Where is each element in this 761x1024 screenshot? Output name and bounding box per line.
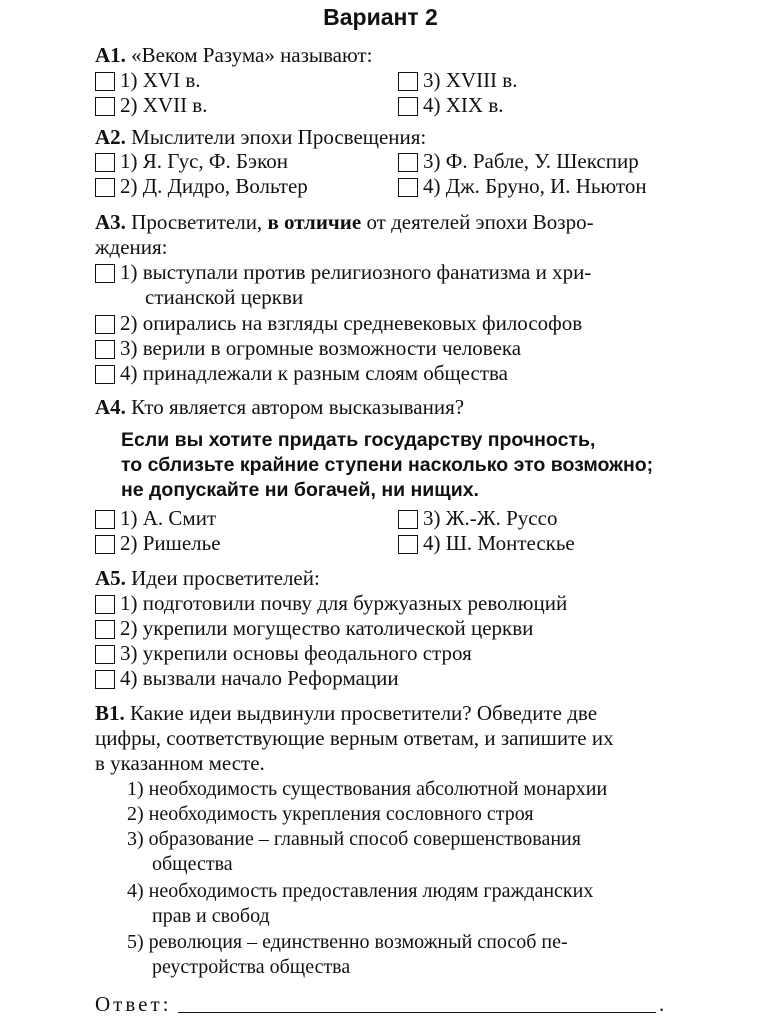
question-a4-number: А4.: [95, 395, 126, 419]
b1-item-5-cont: реустройства общества: [152, 956, 351, 978]
option-a4-2: 2) Ришелье: [120, 531, 221, 555]
question-b1-text-line3: в указанном месте.: [95, 751, 265, 775]
quote-line-3: не допускайте ни богачей, ни нищих.: [121, 479, 479, 501]
option-a2-2: 2) Д. Дидро, Вольтер: [120, 174, 308, 198]
checkbox-a4-3[interactable]: [398, 510, 418, 529]
checkbox-a4-4[interactable]: [398, 535, 418, 554]
option-a5-4: 4) вызвали начало Реформации: [120, 666, 399, 690]
option-a3-2: 2) опирались на взгляды средневековых философов: [120, 311, 583, 335]
checkbox-a2-1[interactable]: [95, 153, 115, 172]
b1-item-3: 3) образование – главный способ совершенствования: [127, 828, 581, 850]
option-a5-2: 2) укрепили могущество католической церкви: [120, 616, 534, 640]
option-a4-3: 3) Ж.-Ж. Руссо: [423, 506, 558, 530]
question-b1-text-line2: цифры, соответствующие верным ответам, и запишите их: [95, 726, 614, 750]
quote-line-2: то сблизьте крайние ступени насколько это возможно;: [121, 454, 654, 476]
checkbox-a1-3[interactable]: [398, 72, 418, 91]
checkbox-a5-4[interactable]: [95, 670, 115, 689]
checkbox-a3-3[interactable]: [95, 340, 115, 359]
checkbox-a2-2[interactable]: [95, 178, 115, 197]
question-a5-number: А5.: [95, 566, 126, 590]
option-a2-3: 3) Ф. Рабле, У. Шекспир: [423, 149, 639, 173]
option-a3-3: 3) верили в огромные возможности человека: [120, 336, 522, 360]
question-a1: [95, 42, 372, 68]
question-b1: [95, 700, 597, 726]
b1-item-4: 4) необходимость предоставления людям гражданских: [127, 880, 594, 902]
variant-title: Вариант 2: [323, 4, 438, 30]
checkbox-a5-1[interactable]: [95, 595, 115, 614]
quote-line-1: Если вы хотите придать государству прочность,: [121, 429, 596, 451]
question-a1-text: «Веком Разума» называют:: [131, 43, 373, 67]
question-a4-text: Кто является автором высказывания?: [131, 395, 465, 419]
answer-end-dot: .: [659, 992, 665, 1016]
b1-item-3-cont: общества: [152, 853, 233, 875]
question-a2: [95, 124, 426, 150]
question-a3: [95, 209, 594, 235]
option-a1-2: 2) XVII в.: [120, 93, 208, 117]
question-a2-text: Мыслители эпохи Просвещения:: [131, 125, 427, 149]
question-a3-line2: ждения:: [95, 235, 168, 259]
question-a1-number: А1.: [95, 43, 126, 67]
option-a3-4: 4) принадлежали к разным слоям общества: [120, 361, 508, 385]
question-b1-text-line1: Какие идеи выдвинули просветители? Обведите две: [130, 701, 598, 725]
checkbox-a3-4[interactable]: [95, 365, 115, 384]
answer-label: Ответ:: [95, 992, 172, 1016]
b1-item-2: 2) необходимость укрепления сословного строя: [127, 803, 534, 825]
checkbox-a3-1[interactable]: [95, 264, 115, 283]
checkbox-a5-2[interactable]: [95, 620, 115, 639]
answer-input-line[interactable]: [178, 1012, 656, 1013]
b1-item-5: 5) революция – единственно возможный способ пе-: [127, 931, 568, 953]
option-a3-1: 1) выступали против религиозного фанатизма и хри-: [120, 260, 592, 284]
question-a3-number: А3.: [95, 210, 126, 234]
option-a1-1: 1) XVI в.: [120, 68, 201, 92]
checkbox-a1-2[interactable]: [95, 97, 115, 116]
question-a3-text-bold: в отличие: [267, 210, 362, 234]
option-a2-1: 1) Я. Гус, Ф. Бэкон: [120, 149, 288, 173]
question-a3-text-after: от деятелей эпохи Возро-: [366, 210, 594, 234]
checkbox-a2-3[interactable]: [398, 153, 418, 172]
option-a5-3: 3) укрепили основы феодального строя: [120, 641, 472, 665]
question-a2-number: А2.: [95, 125, 126, 149]
checkbox-a5-3[interactable]: [95, 645, 115, 664]
option-a1-4: 4) XIX в.: [423, 93, 504, 117]
checkbox-a4-2[interactable]: [95, 535, 115, 554]
question-a4: [95, 394, 464, 420]
checkbox-a3-2[interactable]: [95, 315, 115, 334]
option-a1-3: 3) XVIII в.: [423, 68, 518, 92]
b1-item-4-cont: прав и свобод: [152, 905, 270, 927]
option-a5-1: 1) подготовили почву для буржуазных революций: [120, 591, 568, 615]
b1-item-1: 1) необходимость существования абсолютной монархии: [127, 778, 608, 800]
option-a4-1: 1) А. Смит: [120, 506, 217, 530]
option-a2-4: 4) Дж. Бруно, И. Ньютон: [423, 174, 647, 198]
checkbox-a1-4[interactable]: [398, 97, 418, 116]
question-a5-text: Идеи просветителей:: [131, 566, 320, 590]
checkbox-a4-1[interactable]: [95, 510, 115, 529]
question-b1-number: В1.: [95, 701, 125, 725]
question-a3-text-before: Просветители,: [131, 210, 263, 234]
checkbox-a2-4[interactable]: [398, 178, 418, 197]
question-a5: [95, 565, 320, 591]
option-a3-1-cont: стианской церкви: [145, 285, 304, 309]
option-a4-4: 4) Ш. Монтескье: [423, 531, 575, 555]
checkbox-a1-1[interactable]: [95, 72, 115, 91]
